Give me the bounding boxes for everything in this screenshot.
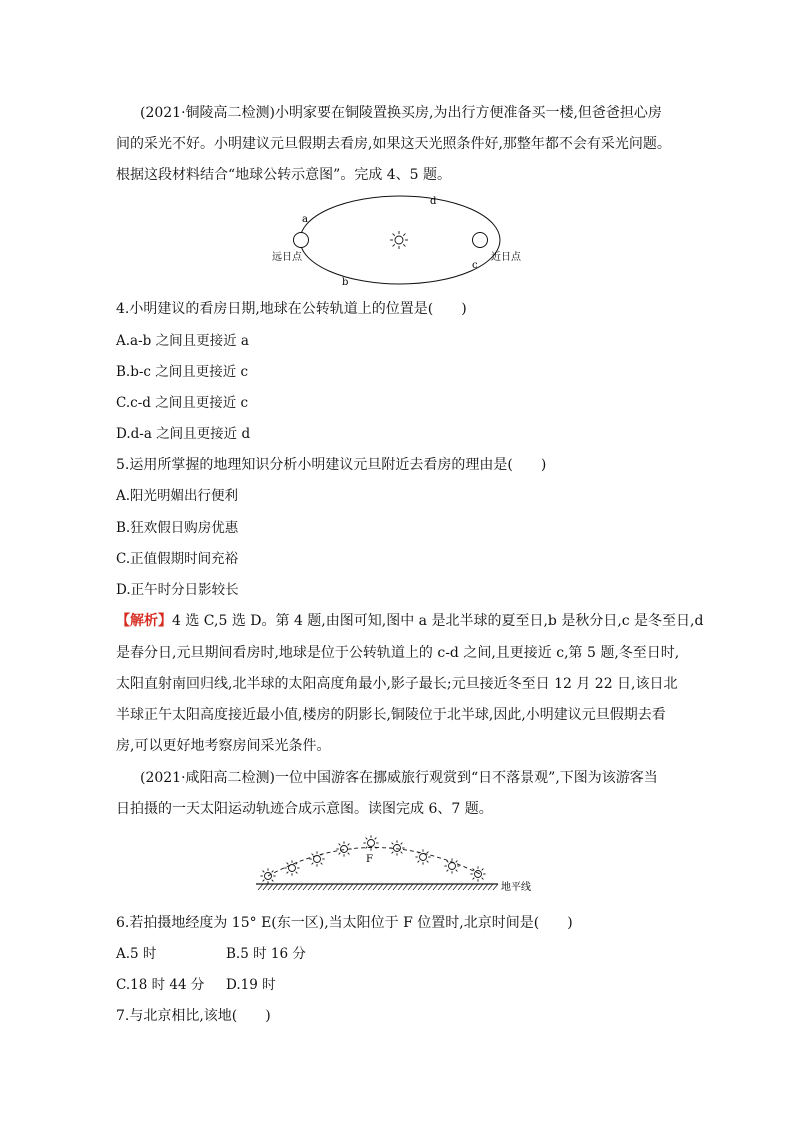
orbit-diagram [260,192,540,292]
sun-icon [390,231,408,249]
analysis-line1 [116,611,703,631]
sun-position-9 [470,866,485,881]
q6-option-c: C.18 时 44 分 [116,977,205,993]
analysis-line2: 是春分日,元旦期间看房时,地球是位于公转轨道上的 c-d 之间,且更接近 c,第 5 题,冬至日时, [116,645,680,661]
sun-position-4 [336,841,351,856]
q6-option-a: A.5 时 [116,946,157,962]
analysis-line3: 太阳直射南回归线,北半球的太阳高度角最小,影子最长;元旦接近冬至日 12 月 22 日,该日北 [116,676,678,692]
aphelion-label: 远日点 [272,252,302,263]
intro1-line3: 根据这段材料结合“地球公转示意图”。完成 4、5 题。 [116,167,452,183]
q5-option-a: A.阳光明媚出行便利 [116,488,239,504]
sun-path-diagram [250,828,550,898]
analysis-tag: 【解析】 [116,613,172,629]
q6-option-b: B.5 时 16 分 [226,946,306,962]
q4-option-b: B.b-c 之间且更接近 c [116,364,249,380]
sun-position-3 [309,851,324,866]
analysis-line1-text: 4 选 C,5 选 D。第 4 题,由图可知,图中 a 是北半球的夏至日,b 是秋分日,c 是冬至日,d [172,613,704,629]
orbit-label-c: c [472,260,478,271]
orbit-label-d: d [430,196,437,207]
q5-option-b: B.狂欢假日购房优惠 [116,520,239,536]
orbit-ellipse [300,196,500,284]
intro2-line2: 日拍摄的一天太阳运动轨迹合成示意图。读图完成 6、7 题。 [116,801,493,817]
q4-option-d: D.d-a 之间且更接近 d [116,426,251,442]
intro1-line2: 间的采光不好。小明建议元旦假期去看房,如果这天光照条件好,那整年都不会有采光问题。 [116,136,671,152]
q5-option-d: D.正午时分日影较长 [116,582,239,598]
q4-option-a: A.a-b 之间且更接近 a [116,333,249,349]
q6-option-row1 [116,944,306,964]
q6-stem: 6.若拍摄地经度为 15° E(东一区),当太阳位于 F 位置时,北京时间是( ) [116,915,573,931]
sun-position-6 [389,840,404,855]
sun-position-2 [284,860,299,875]
sun-position-5 [363,835,378,850]
orbit-label-a: a [302,214,308,225]
q6-option-row2 [116,975,276,995]
earth-aphelion [294,233,309,248]
q4-option-c: C.c-d 之间且更接近 c [116,395,249,411]
horizon-label: 地平线 [501,882,531,893]
q7-stem: 7.与北京相比,该地( ) [116,1008,271,1024]
sun-position-8 [444,858,459,873]
q5-stem: 5.运用所掌握的地理知识分析小明建议元旦附近去看房的理由是( ) [116,457,547,473]
perihelion-label: 近日点 [491,252,521,263]
analysis-line5: 房,可以更好地考察房间采光条件。 [116,738,331,754]
horizon-hatching [258,884,498,890]
q5-option-c: C.正值假期时间充裕 [116,551,239,567]
q4-stem: 4.小明建议的看房日期,地球在公转轨道上的位置是( ) [116,301,467,317]
orbit-label-b: b [342,277,349,288]
sun-position-7 [415,849,430,864]
earth-perihelion [473,233,488,248]
q6-option-d: D.19 时 [226,977,276,993]
intro2-line1: (2021·咸阳高二检测)一位中国游客在挪威旅行观赏到“日不落景观”,下图为该游客当 [140,770,658,786]
sun-path-label-f: F [366,854,373,865]
intro1-line1: (2021·铜陵高二检测)小明家要在铜陵置换买房,为出行方便准备买一楼,但爸爸担心房 [140,105,662,121]
analysis-line4: 半球正午太阳高度接近最小值,楼房的阴影长,铜陵位于北半球,因此,小明建议元旦假期去看 [116,707,666,723]
